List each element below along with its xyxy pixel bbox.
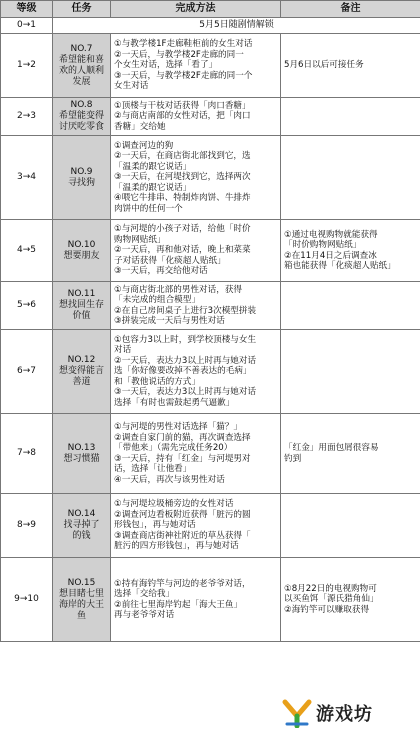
task-cell-line: 的钱 (72, 531, 91, 542)
task-cell-line: 发展 (72, 76, 91, 87)
task-cell (53, 494, 111, 558)
note-cell-line: 钓到 (284, 453, 302, 464)
task-cell-line: NO.9 (70, 166, 93, 177)
note-cell-line: 以买鱼饵「源氏猎角仙」 (284, 594, 379, 605)
method-cell-line: 对话 (114, 345, 132, 356)
method-cell-line: ①与教学楼1F走廊鞋柜前的女生对话 (114, 39, 253, 50)
method-cell-line: 个女生对话，选择「看了」 (114, 60, 218, 71)
table-header-row (1, 1, 420, 18)
method-cell-line: ③拼装完成一天后与男性对话 (114, 316, 225, 327)
level-cell: 4→5 (1, 220, 53, 282)
method-cell (111, 558, 281, 642)
method-cell-line: 「未完成的组合模型」 (114, 295, 200, 306)
method-cell-line: ②前往七里海岸钓起「海大王鱼」 (114, 599, 243, 610)
method-cell-line: ②调查河边看板附近获得「脏污的圆 (114, 509, 251, 520)
task-cell-line: NO.13 (67, 442, 96, 453)
task-cell-line: 想习惯猫 (63, 453, 100, 464)
header-note: 备注 (281, 1, 420, 18)
level-cell: 8→9 (1, 494, 53, 558)
method-cell-line: 「温柔的跟它说话」 (114, 182, 192, 193)
method-cell-line: 「温柔的跟它说话」 (114, 161, 192, 172)
task-cell-line: NO.10 (67, 239, 96, 250)
method-cell-line: 和「教他说话的方式」 (114, 376, 200, 387)
method-cell-line: ①持有海钓竿与河边的老爷爷对话， (114, 578, 251, 589)
method-cell-line: ②一天后，再和他对话，晚上和菜菜 (114, 245, 251, 256)
method-cell-line: 购物网贴纸」 (114, 234, 166, 245)
task-cell (53, 98, 111, 136)
method-cell-line: 香糖」交给她 (114, 121, 166, 132)
note-cell (281, 558, 420, 642)
task-cell-line: 想要朋友 (63, 250, 100, 261)
task-cell-line: 寻找狗 (67, 177, 95, 188)
level-cell: 1→2 (1, 34, 53, 98)
method-cell-line: 选「你好像要改掉不善表达的毛病」 (114, 366, 252, 377)
task-cell-line: 海岸的大王 (58, 599, 104, 610)
note-cell-line: ②在11月4日之后调查冰 (284, 250, 377, 261)
level-cell: 2→3 (1, 98, 53, 136)
table-row (1, 98, 420, 136)
table-row (1, 34, 420, 98)
note-cell (281, 494, 420, 558)
level-cell: 3→4 (1, 136, 53, 220)
unlock-note-cell: 5月5日随剧情解锁 (53, 18, 420, 34)
task-cell-line: NO.12 (67, 355, 96, 366)
method-cell-line: ③一天后，再交给他对话 (114, 266, 208, 277)
table-row (1, 220, 420, 282)
note-cell (281, 136, 420, 220)
method-cell-line: ④喂它牛排串、特制炸肉饼、牛排炸 (114, 193, 251, 204)
method-cell-line: ②一天后，与教学楼2F走廊的同一 (114, 49, 244, 60)
method-cell (111, 494, 281, 558)
method-cell-line: ④一天后，再次与该男性对话 (114, 474, 225, 485)
method-cell-line: ①与河堤的男性对话选择「猫？」 (114, 422, 243, 433)
table-row (1, 330, 420, 414)
task-cell-line: 想变得能言 (58, 366, 104, 377)
task-cell (53, 414, 111, 494)
method-cell-line: 脏污的四方形钱包」，再与她对话 (114, 541, 239, 552)
note-cell-line: 5月6日以后可接任务 (284, 60, 364, 71)
task-cell-line: NO.15 (67, 577, 96, 588)
note-cell (281, 34, 420, 98)
task-cell-line: 价值 (72, 311, 91, 322)
method-cell (111, 282, 281, 330)
task-cell-line: NO.8 (70, 100, 93, 111)
note-cell (281, 220, 420, 282)
task-cell (53, 34, 111, 98)
task-cell-line: 想找回生存 (58, 300, 104, 311)
watermark-text: 游戏坊 (316, 704, 373, 725)
level-cell: 6→7 (1, 330, 53, 414)
table-row (1, 494, 420, 558)
method-cell-line: ③一天后，表达力3以上时再与她对话 (114, 387, 257, 398)
task-cell-line: 想目睹七里 (58, 588, 104, 599)
method-cell (111, 34, 281, 98)
task-cell-line: 找寻掉了 (63, 520, 100, 531)
method-cell-line: ②调查自家门前的猫，再次调查选择 (114, 432, 251, 443)
task-cell (53, 558, 111, 642)
header-task: 任务 (53, 1, 111, 18)
method-cell-line: 女生对话 (114, 81, 149, 92)
method-cell-line: ③一天后，持有「红金」与河堤男对 (114, 453, 251, 464)
method-cell-line: 肉饼中的任何一个 (114, 203, 183, 214)
level-cell: 9→10 (1, 558, 53, 642)
method-cell-line: ①顶楼与干枝对话获得「肉口香糖」 (114, 100, 251, 111)
task-cell-line: NO.11 (67, 289, 96, 300)
note-cell (281, 414, 420, 494)
site-watermark (282, 696, 416, 730)
method-cell-line: 选择「有时也需鼓起勇气逼歉」 (114, 397, 235, 408)
method-cell-line: ②与商店南部的女性对话，把「肉口 (114, 111, 251, 122)
table-row (1, 558, 420, 642)
method-cell-line: ②在自己房间桌子上进行3次模型拼装 (114, 305, 257, 316)
task-cell (53, 220, 111, 282)
task-cell-line: 希望能变得 (58, 111, 104, 122)
method-cell (111, 98, 281, 136)
task-cell (53, 136, 111, 220)
method-cell-line: 子对话获得「化痰超人贴纸」 (114, 255, 226, 266)
method-cell-line: 话，选择「让他看」 (114, 464, 192, 475)
task-cell-line: 讨厌吃零食 (58, 122, 104, 133)
level-cell: 0→1 (1, 18, 53, 34)
task-cell-line: NO.14 (67, 509, 96, 520)
method-cell-line: 再与老爷爷对话 (114, 610, 175, 621)
table-row (1, 136, 420, 220)
header-method: 完成方法 (111, 1, 281, 18)
note-cell-line: ①8月22日的电视购物可 (284, 583, 377, 594)
method-cell-line: ①与河堤垃圾桶旁边的女性对话 (114, 499, 234, 510)
task-cell (53, 330, 111, 414)
task-cell-line: 希望能和喜 (58, 54, 104, 65)
method-cell-line: 「带他来」（需先完成任务20） (114, 443, 233, 454)
header-level: 等级 (1, 1, 53, 18)
method-cell-line: 形钱包」，再与她对话 (114, 520, 196, 531)
note-cell-line: 「红金」用面包屑很容易 (284, 443, 379, 454)
level-cell: 5→6 (1, 282, 53, 330)
note-cell (281, 330, 420, 414)
table-row (1, 282, 420, 330)
method-cell-line: ①调查河边的狗 (114, 140, 174, 151)
task-cell-line: 鱼 (76, 610, 86, 621)
table-row (1, 18, 420, 34)
note-cell-line: ①通过电视购物就能获得 (284, 229, 378, 240)
method-cell (111, 414, 281, 494)
method-cell (111, 136, 281, 220)
task-cell-line: NO.7 (70, 43, 93, 54)
table-row (1, 414, 420, 494)
note-cell (281, 282, 420, 330)
method-cell-line: ①与商店街北部的男性对话，获得 (114, 284, 243, 295)
method-cell-line: ②一天后，表达力3以上时再与她对话 (114, 355, 257, 366)
method-cell (111, 330, 281, 414)
task-cell (53, 282, 111, 330)
method-cell-line: ③一天后，在河堤找到它，选择两次 (114, 172, 251, 183)
method-cell-line: ②一天后，在商店街北部找到它，选 (114, 151, 251, 162)
method-cell (111, 220, 281, 282)
task-cell-line: 善道 (72, 377, 91, 388)
yx-logo-icon (282, 698, 312, 728)
method-cell-line: ③一天后，与教学楼2F走廊的同一个 (114, 70, 253, 81)
note-cell-line: 箱也能获得「化痰超人贴纸」 (284, 261, 396, 272)
task-cell-line: 欢的人顺利 (58, 65, 104, 76)
note-cell-line: 「时价购物网贴纸」 (284, 240, 362, 251)
level-cell: 7→8 (1, 414, 53, 494)
method-cell-line: ③调查商店街神社附近的草丛获得「 (114, 530, 251, 541)
note-cell-line: ②海钓竿可以赚取获得 (284, 604, 370, 615)
method-cell-line: 选择「交给我」 (114, 589, 175, 600)
method-cell-line: ①包容力3以上时，到学校顶楼与女生 (114, 334, 257, 345)
note-cell (281, 98, 420, 136)
method-cell-line: ①与河堤的小孩子对话，给他「时价 (114, 224, 251, 235)
